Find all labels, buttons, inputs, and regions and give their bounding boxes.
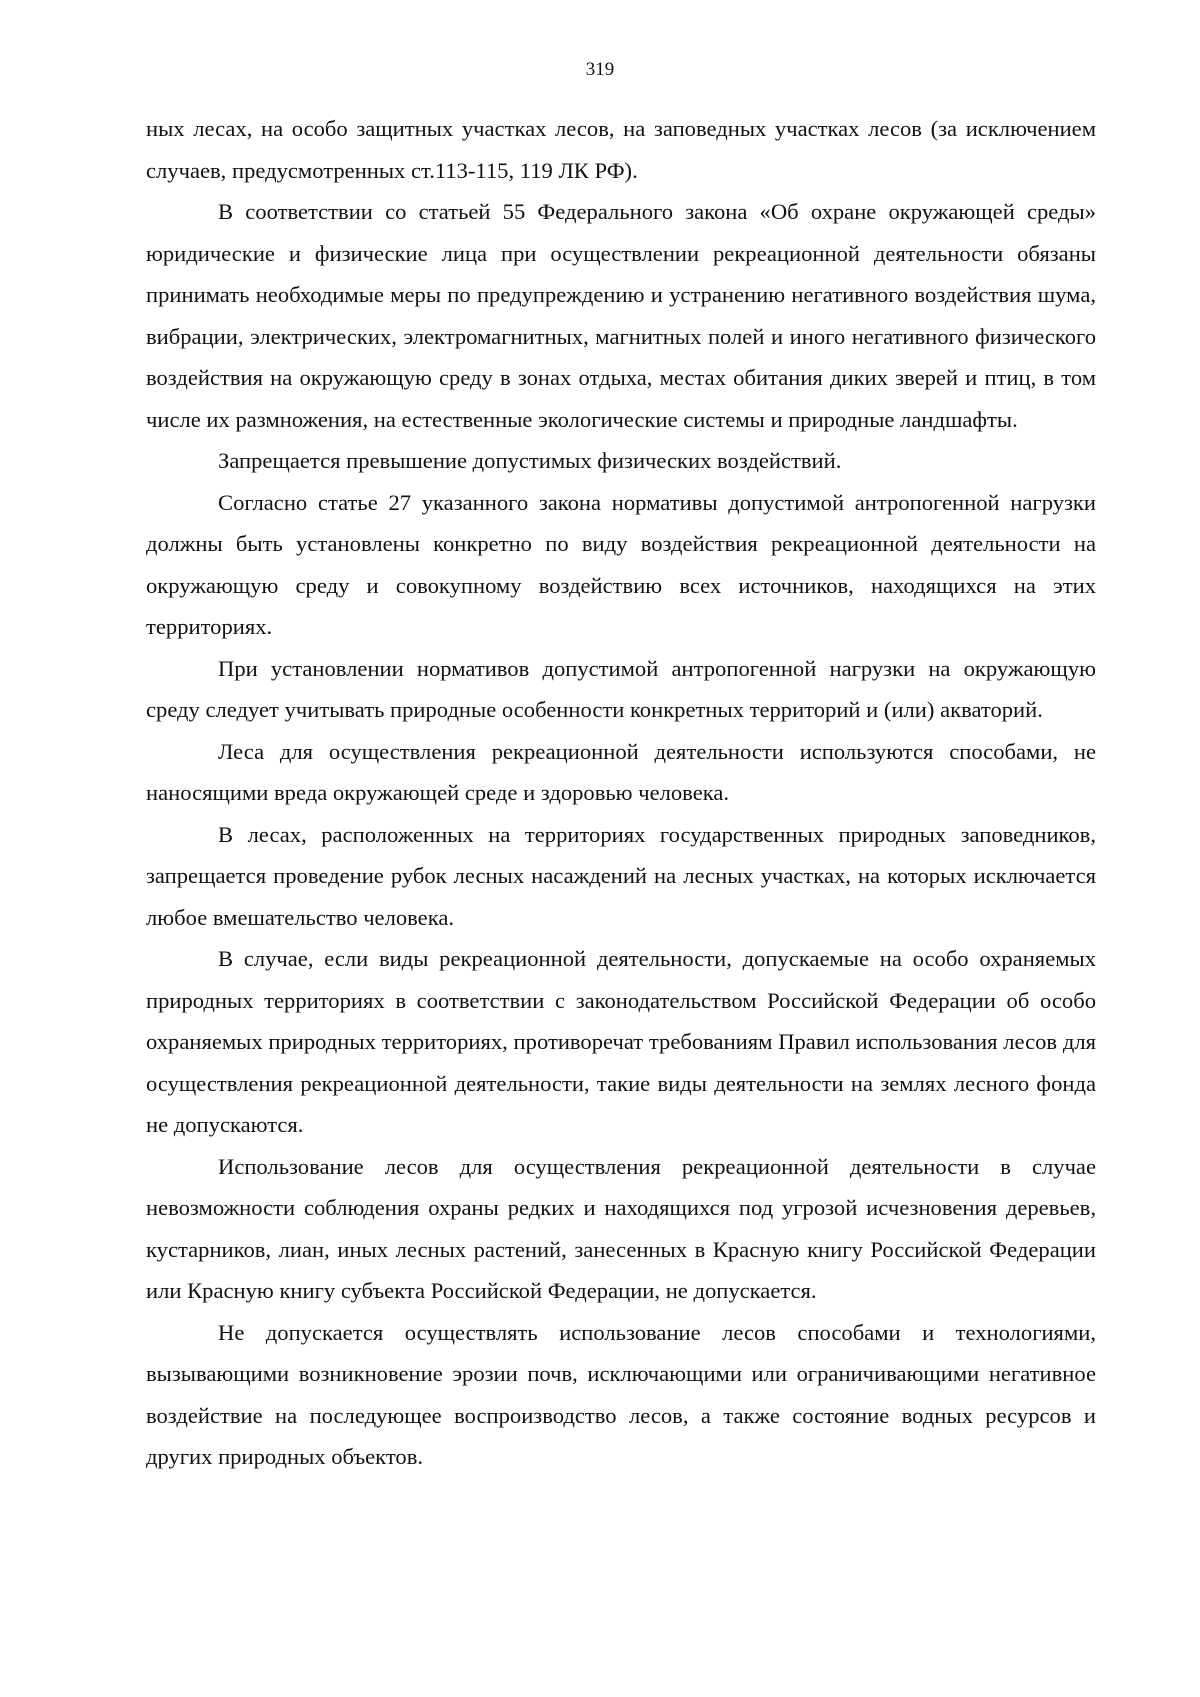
document-body	[146, 108, 1096, 1478]
page-number: 319	[585, 59, 615, 80]
paragraph-reserves: В лесах, расположенных на территориях государственных природных заповедников, запрещается проведение рубок лесных насаждений на лесных участках, на которых исключается любое вмешательство человека.	[146, 821, 1096, 930]
paragraph-norms: При установлении нормативов допустимой антропогенной нагрузки на окружающую среду следует учитывать природные особенности конкретных территорий и (или) акваторий.	[146, 655, 1096, 722]
paragraph-continuation: ных лесах, на особо защитных участках лесов, на заповедных участках лесов (за исключением случаев, предусмотренных ст.113-115, 119 ЛК РФ).	[146, 116, 1096, 183]
paragraph-protected-areas: В случае, если виды рекреационной деятельности, допускаемые на особо охраняемых природных территориях в соответствии с законодательством Российской Федерации об особо охраняемых природных территориях, противоречат требованиям Правил использования лесов для осуществления рекреационной деятельности, такие виды деятельности на землях лесного фонда не допускаются.	[146, 946, 1096, 1137]
paragraph-article-55: В соответствии со статьей 55 Федерального закона «Об охране окружающей среды» юридические и физические лица при осуществлении рекреационной деятельности обязаны принимать необходимые меры по предупреждению и устранению негативного воздействия шума, вибрации, электрических, электромагнитных, магнитных полей и иного негативного физического воздействия на окружающую среду в зонах отдыха, местах обитания диких зверей и птиц, в том числе их размножения, на естественные экологические системы и природные ландшафты.	[146, 199, 1096, 432]
paragraph-article-27: Согласно статье 27 указанного закона нормативы допустимой антропогенной нагрузки должны быть установлены конкретно по виду воздействия рекреационной деятельности на окружающую среду и совокупному воздействию всех источников, находящихся на этих территориях.	[146, 489, 1096, 639]
paragraph-methods: Леса для осуществления рекреационной деятельности используются способами, не наносящими вреда окружающей среде и здоровью человека.	[146, 738, 1096, 805]
paragraph-red-book: Использование лесов для осуществления рекреационной деятельности в случае невозможности соблюдения охраны редких и находящихся под угрозой исчезновения деревьев, кустарников, лиан, иных лесных растений, занесенных в Красную книгу Российской Федерации или Красную книгу субъекта Российской Федерации, не допускается.	[146, 1153, 1096, 1303]
paragraph-prohibition: Запрещается превышение допустимых физических воздействий.	[218, 448, 842, 473]
paragraph-erosion: Не допускается осуществлять использование лесов способами и технологиями, вызывающими возникновение эрозии почв, исключающими или ограничивающими негативное воздействие на последующее воспроизводство лесов, а также состояние водных ресурсов и других природных объектов.	[146, 1319, 1096, 1469]
